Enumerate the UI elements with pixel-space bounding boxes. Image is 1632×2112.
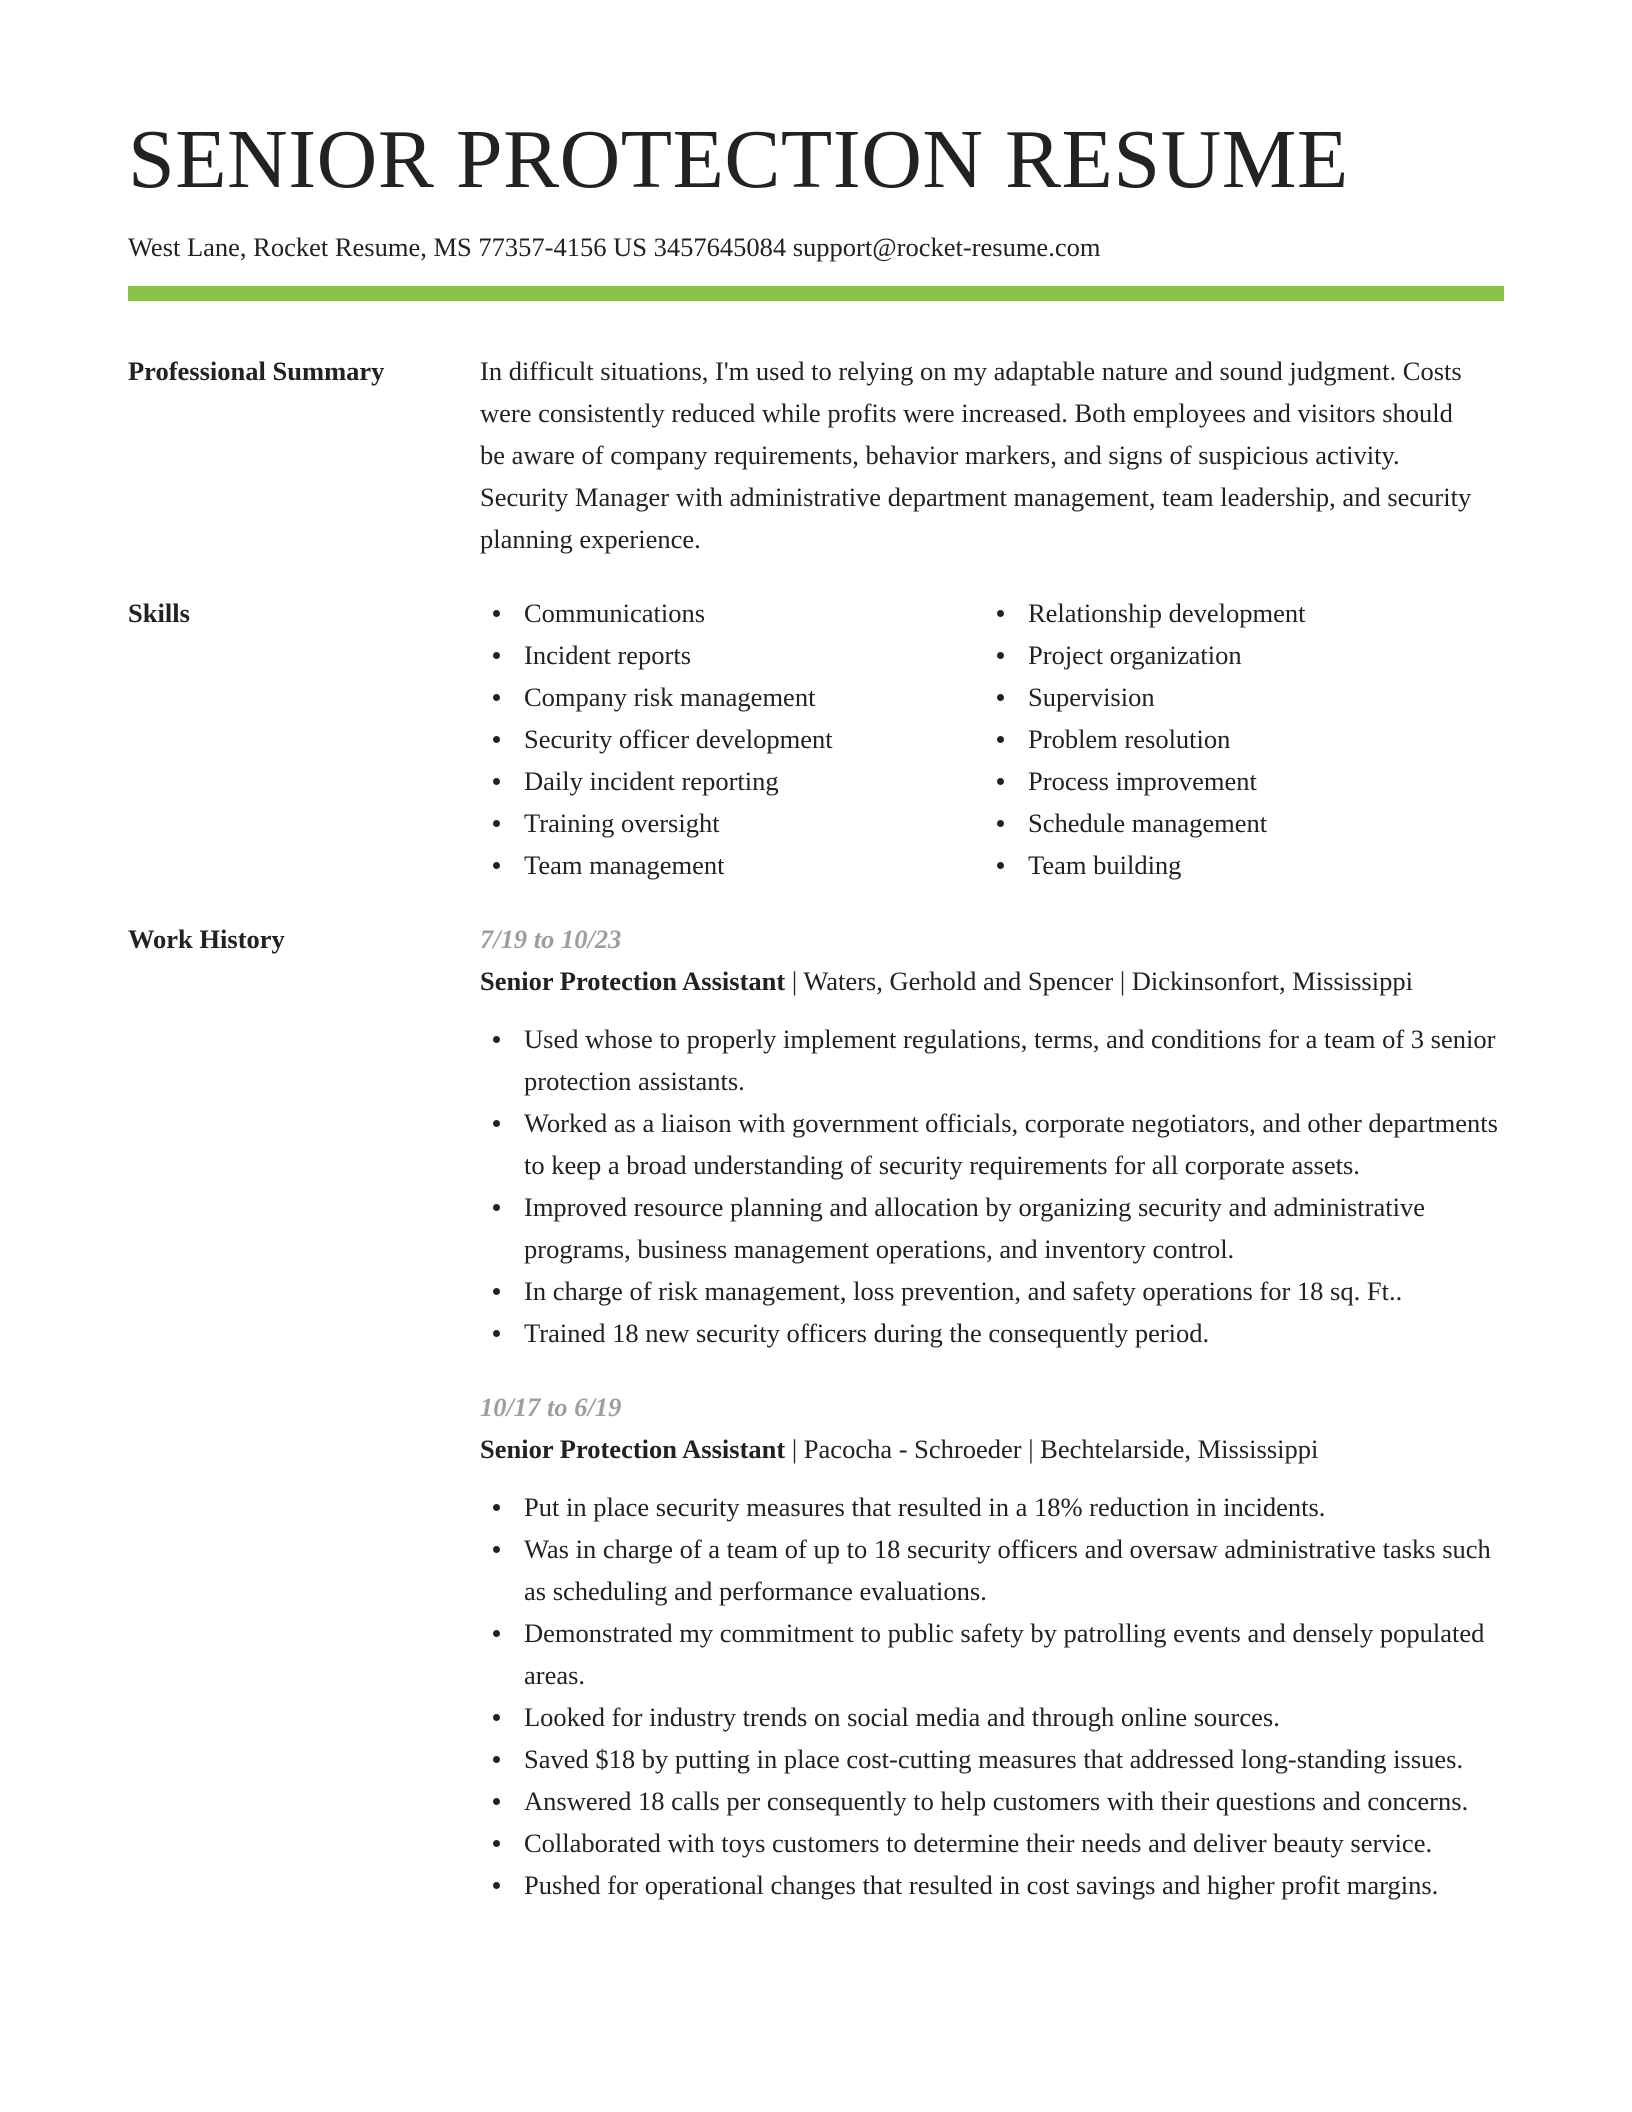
job-bullet: Used whose to properly implement regulations, terms, and conditions for a team of 3 senior protection assistants. [480,1018,1504,1102]
job-bullet: Answered 18 calls per consequently to help customers with their questions and concerns. [480,1780,1504,1822]
skills-body [480,592,1504,886]
job-title: Senior Protection Assistant [480,1434,786,1464]
contact-line: West Lane, Rocket Resume, MS 77357-4156 US 3457645084 support@rocket-resume.com [128,232,1101,262]
skill-item: Incident reports [480,634,833,676]
header-divider [128,286,1504,301]
summary-body [480,350,1504,560]
job-bullet-list [480,1018,1504,1354]
job-bullet: Worked as a liaison with government officials, corporate negotiators, and other departments to keep a broad understanding of security requirements for all corporate assets. [480,1102,1504,1186]
skill-item: Company risk management [480,676,833,718]
skill-item: Relationship development [984,592,1305,634]
job-bullet: Saved $18 by putting in place cost-cutting measures that addressed long-standing issues. [480,1738,1504,1780]
job-bullet-list [480,1486,1504,1906]
skill-item: Schedule management [984,802,1305,844]
job-bullet: In charge of risk management, loss prevention, and safety operations for 18 sq. Ft.. [480,1270,1504,1312]
skill-item: Communications [480,592,833,634]
summary-label: Professional Summary [128,356,385,386]
job-bullet: Was in charge of a team of up to 18 security officers and oversaw administrative tasks such as scheduling and performance evaluations. [480,1528,1504,1612]
skills-list-left [480,592,833,886]
skill-item: Team building [984,844,1305,886]
job-bullet: Collaborated with toys customers to determine their needs and deliver beauty service. [480,1822,1504,1864]
skills-label: Skills [128,598,190,628]
job-entry [480,918,1504,1354]
skill-item: Problem resolution [984,718,1305,760]
job-heading [480,1428,1504,1470]
job-bullet: Put in place security measures that resulted in a 18% reduction in incidents. [480,1486,1504,1528]
resume-title: SENIOR PROTECTION RESUME [128,113,1349,206]
skill-item: Team management [480,844,833,886]
skill-item: Daily incident reporting [480,760,833,802]
skills-columns [480,592,1504,886]
job-title: Senior Protection Assistant [480,966,786,996]
skill-item: Process improvement [984,760,1305,802]
work-history-label: Work History [128,924,285,954]
job-bullet: Improved resource planning and allocation by organizing security and administrative programs, business management operations, and inventory control. [480,1186,1504,1270]
job-dates: 7/19 to 10/23 [480,924,622,954]
skill-item: Security officer development [480,718,833,760]
job-entry [480,1386,1504,1906]
job-heading [480,960,1504,1002]
job-bullet: Pushed for operational changes that resulted in cost savings and higher profit margins. [480,1864,1504,1906]
summary-text: In difficult situations, I'm used to relying on my adaptable nature and sound judgment. Costs were consistently reduced while profits were increased. Both employees and visitors should be aware of company requirements, behavior markers, and signs of suspicious activity. Security Manager with administrative department management, team leadership, and security planning experience. [480,356,1472,554]
skills-list-right [984,592,1305,886]
job-dates: 10/17 to 6/19 [480,1392,622,1422]
skill-item: Supervision [984,676,1305,718]
work-history-body [480,918,1504,1938]
skill-item: Training oversight [480,802,833,844]
job-details: | Pacocha - Schroeder | Bechtelarside, Mississippi [785,1434,1319,1464]
job-bullet: Trained 18 new security officers during the consequently period. [480,1312,1504,1354]
job-bullet: Demonstrated my commitment to public safety by patrolling events and densely populated areas. [480,1612,1504,1696]
job-details: | Waters, Gerhold and Spencer | Dickinsonfort, Mississippi [785,966,1413,996]
job-bullet: Looked for industry trends on social media and through online sources. [480,1696,1504,1738]
skill-item: Project organization [984,634,1305,676]
